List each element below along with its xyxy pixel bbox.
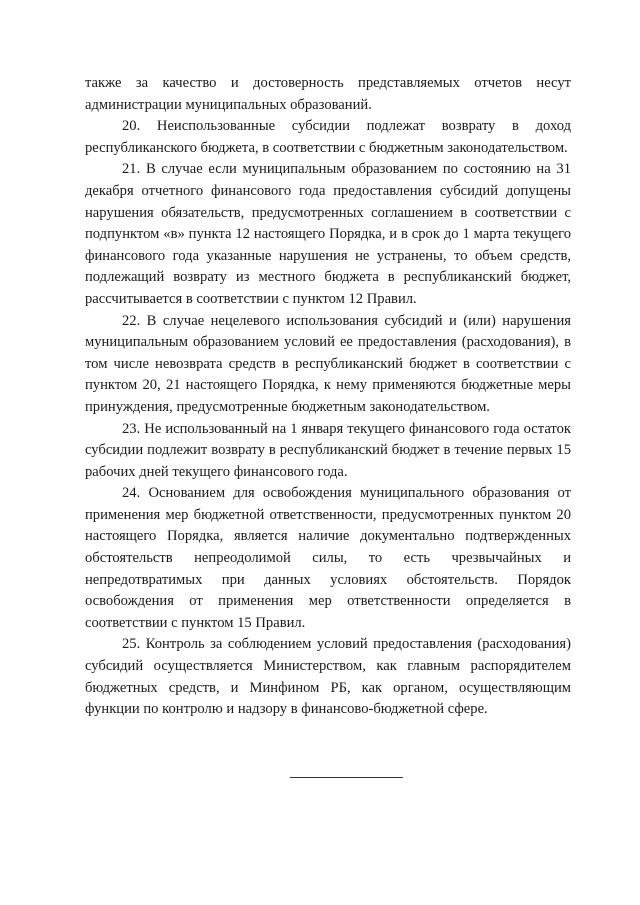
end-divider-line [290,777,403,778]
paragraph-item-23: 23. Не использованный на 1 января текущего финансового года остаток субсидии подлежит возврату в республиканский бюджет в течение первых 15 рабочих дней текущего финансового года. [85,420,571,480]
paragraph-item-24: 24. Основанием для освобождения муниципального образования от применения мер бюджетной ответственности, предусмотренных пунктом 20 настоящего Порядка, является наличие документально подтвержденных обстоятельств непреодолимой силы, то есть чрезвычайных и непредотвратимых при данных условиях обстоятельств. Порядок освобождения от применения мер ответственности определяется в соответствии с пунктом 15 Правил. [85,485,571,631]
paragraph-continuation: также за качество и достоверность представляемых отчетов несут администрации муниципальных образований. [85,75,571,113]
paragraph-item-20: 20. Неиспользованные субсидии подлежат возврату в доход республиканского бюджета, в соответствии с бюджетным законодательством. [85,118,571,156]
paragraph-item-25: 25. Контроль за соблюдением условий предоставления (расходования) субсидий осуществляется Министерством, как главным распорядителем бюджетных средств, и Минфином РБ, как органом, осуществляющим функции по контролю и надзору в финансово-бюджетной сфере. [85,636,571,718]
paragraph-item-22: 22. В случае нецелевого использования субсидий и (или) нарушения муниципальным образованием условий ее предоставления (расходования), в том числе невозврата средств в республиканский бюджет в соответствии с пунктом 20, 21 настоящего Порядка, к нему применяются бюджетные меры принуждения, предусмотренные бюджетным законодательством. [85,312,571,415]
document-body [85,73,571,721]
paragraph-item-21: 21. В случае если муниципальным образованием по состоянию на 31 декабря отчетного финансового года предоставления субсидий допущены нарушения обязательств, предусмотренных соглашением в соответствии с подпунктом «в» пункта 12 настоящего Порядка, и в срок до 1 марта текущего финансового года указанные нарушения не устранены, то объем средств, подлежащий возврату из местного бюджета в республиканский бюджет, рассчитывается в соответствии с пунктом 12 Правил. [85,161,571,307]
